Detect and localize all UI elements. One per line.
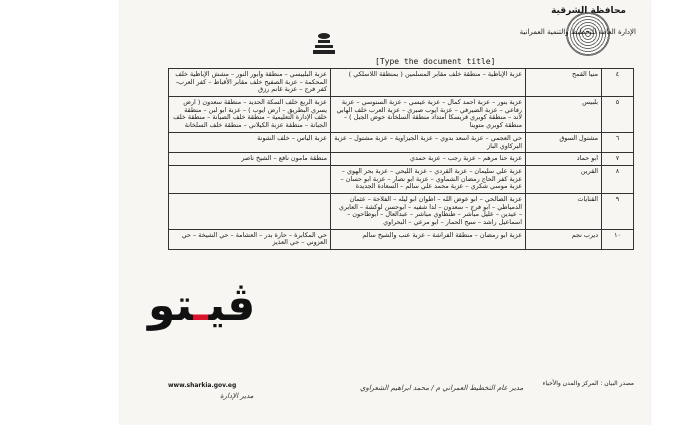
villages-cell: عزبة الصالحي – ابو عوض الله – اطوان ابو ليله – الفلاحة – عثمان الدمياطي – ابو فرج – سعدون – لدا شفيه – ابوحسن لوكشة – العابري – عيدين – عليل مباشر – طنطاوي مباشر – عبدالعال – ابوطاحون – اسماعيل راشد – سيح الحمار – ابو مرعي – البحراوي: [331, 193, 526, 229]
villages-cell: عزبة حنا مرهم – عزبة رجب – عزبة حمدي: [331, 153, 526, 166]
lamp-logo-icon: [310, 30, 338, 58]
watermark-dot-icon: ـ: [193, 280, 209, 331]
table-row: [169, 69, 634, 97]
villages-cell: عزبة علي سليمان – عزبة القردي – عزبة الليحي – عزبة بحر الهوي – عزبة كفر الحاج رمضان الشماوي – عزبة ابو نصار – عزبة ابو حسان – عزبة موسي شكري – عزبة محمد علي سالم – السعادة الجديدة: [331, 165, 526, 193]
center-name: ابو حماد: [526, 153, 602, 166]
villages-cell: عزبة الإباظية – منطقة خلف مقابر المسلمين ( بمنطقة اللاسلكي ): [331, 69, 526, 97]
document-title-placeholder: [Type the document title]: [375, 57, 496, 66]
center-name: بلبيس: [526, 97, 602, 133]
center-name: ديرب نجم: [526, 229, 602, 249]
table-row: [169, 193, 634, 229]
table-row: [169, 165, 634, 193]
row-number: ٥: [602, 97, 634, 133]
center-name: القنايات: [526, 193, 602, 229]
hamlets-cell: منطقة مامون نافع – الشيخ ناصر: [169, 153, 331, 166]
signature-general-manager: مدير عام التخطيط العمراني م / محمد ابراهيم الشعراوي: [360, 384, 524, 392]
row-number: ٩: [602, 193, 634, 229]
table-row: [169, 97, 634, 133]
villages-cell: حي العجمي – عزبة اسعد بدوي – عزبة الجيزاوية – عزبة مشتول – عزبة البركاوي الباز: [331, 132, 526, 152]
areas-table: [168, 68, 634, 250]
hamlets-cell: عزبة البلبيسي – منطقة وابور النور – مشش الإباظية خلف المحكمة – عزبة الصفيح خلف مقابر الأقباط – كفر العرب- كفر فرج – عزبة غانم رزق: [169, 69, 331, 97]
document-page: [120, 0, 650, 425]
directorate-name: الإدارة العامة للتخطيط والتنمية العمرانية: [519, 28, 636, 36]
row-number: ٦: [602, 132, 634, 152]
table-row: [169, 229, 634, 249]
center-name: مشتول السوق: [526, 132, 602, 152]
hamlets-cell: عزبة الياس – خلف الشونة: [169, 132, 331, 152]
villages-cell: عزبة ابو رمضان – منطقة الفراشة – عزبة عنب والشيخ سالم: [331, 229, 526, 249]
row-number: ٧: [602, 153, 634, 166]
row-number: ٤: [602, 69, 634, 97]
hamlets-cell: عزبة الربع خلف السكة الحديد – منطقة سعدون ( ارض يسري البطريق – ارض ايوب ) – عزبة ابو لبن – منطقة خلف الإدارة التعليمية – منطقة خلف الصيانة – منطقة خلف الجبانة – منطقة عزبة الكيلاني – منطقة خلف السلخانة: [169, 97, 331, 133]
governorate-name: محافظة الشرقية: [551, 6, 626, 16]
site-watermark: [148, 280, 255, 331]
hamlets-cell: حي المكابرة – حارة بدر – العشامة – حي الشيخة – حي العزوني – حي العذيز: [169, 229, 331, 249]
watermark-part2: تو: [148, 280, 194, 331]
row-number: ١٠: [602, 229, 634, 249]
table-row: [169, 153, 634, 166]
row-number: ٨: [602, 165, 634, 193]
signature-director: مدير الإدارة: [220, 392, 254, 400]
table-row: [169, 132, 634, 152]
villages-cell: عزبة بنور – عزبة احمد كمال – عزبة عيسي – عزبة السنوسي – عزبة رفاعي – عزبة الصيرفي – عزبة ايوب صبري – عزبة العرب خلف الهابي لاند – منطقة كوبري قريسكا امتداد منطقة السلخانة حوض الجبل ) – منطقة كوبري متوينا: [331, 97, 526, 133]
footer-source: مصدر البيان : المركز والمدن والأحياء: [542, 380, 634, 387]
center-name: القرين: [526, 165, 602, 193]
hamlets-cell: [169, 165, 331, 193]
watermark-part1: ڤي: [208, 280, 256, 331]
document-header: [120, 0, 650, 64]
footer-website: www.sharkia.gov.eg: [168, 382, 237, 389]
hamlets-cell: [169, 193, 331, 229]
center-name: منيا القمح: [526, 69, 602, 97]
